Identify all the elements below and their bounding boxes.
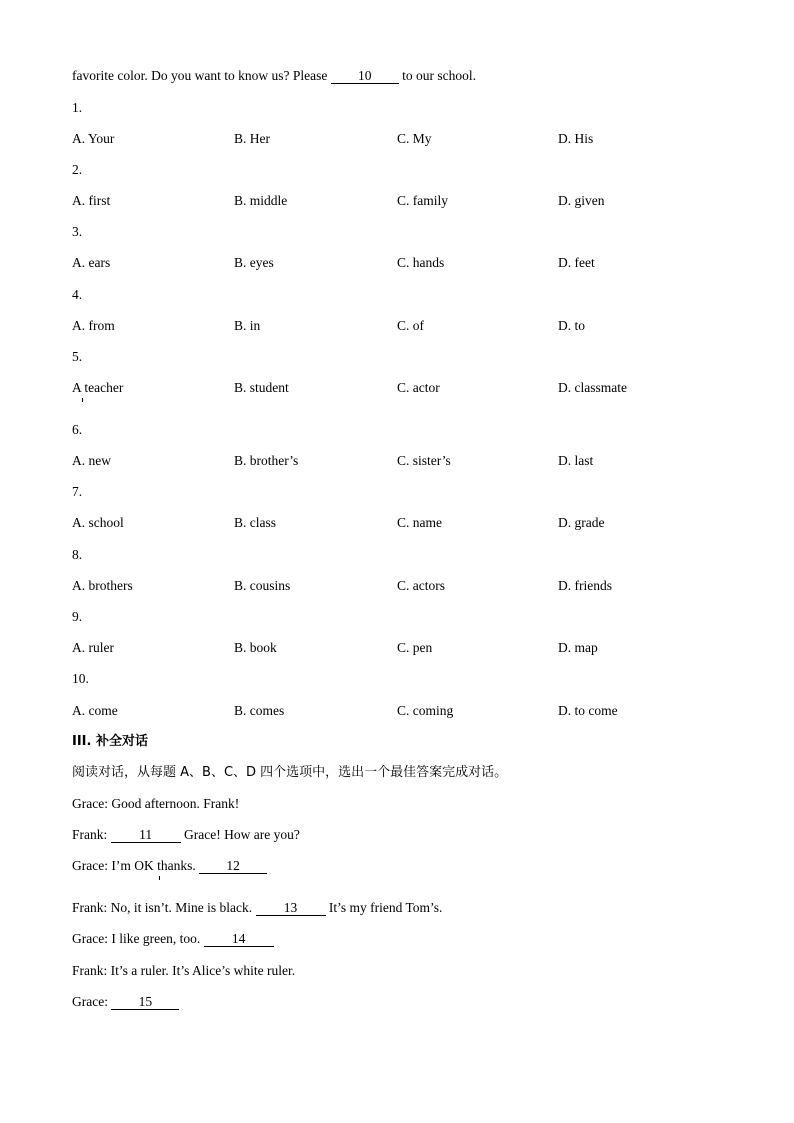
option-a: A teacher xyxy=(72,380,124,395)
question-number: 8. xyxy=(72,547,83,562)
question-number: 1. xyxy=(72,100,83,115)
stray-mark xyxy=(82,398,83,402)
option-c: C. family xyxy=(397,193,448,208)
option-b: B. class xyxy=(234,515,276,530)
question-number: 7. xyxy=(72,484,83,499)
blank-12: 12 xyxy=(199,858,267,874)
dialogue-text: Grace: I like green, too. xyxy=(72,931,204,946)
question-number: 10. xyxy=(72,671,89,686)
option-c: C. actor xyxy=(397,380,440,395)
option-a: A. ears xyxy=(72,255,111,270)
option-b: B. eyes xyxy=(234,255,274,270)
option-d: D. friends xyxy=(558,578,612,593)
dialogue-line xyxy=(72,899,442,917)
dialogue-text: It’s my friend Tom’s. xyxy=(325,900,443,915)
dialogue-line xyxy=(72,826,300,844)
option-c: C. of xyxy=(397,318,424,333)
option-c: C. My xyxy=(397,131,432,146)
section-instruction: 阅读对话，从每题 A、B、C、D 四个选项中，选出一个最佳答案完成对话。 xyxy=(72,765,508,780)
option-b: B. in xyxy=(234,318,261,333)
blank-13: 13 xyxy=(256,900,326,916)
question-number: 3. xyxy=(72,224,83,239)
option-d: D. classmate xyxy=(558,380,627,395)
dialogue-text: Grace! How are you? xyxy=(180,827,300,842)
question-number: 5. xyxy=(72,349,83,364)
stray-mark xyxy=(159,876,160,880)
option-d: D. to come xyxy=(558,703,618,718)
passage-text-before: favorite color. Do you want to know us? Please xyxy=(72,68,331,83)
dialogue-text: Grace: I’m OK thanks. xyxy=(72,858,200,873)
passage-last-line xyxy=(72,67,476,85)
dialogue-text: Grace: xyxy=(72,994,112,1009)
passage-text-after: to our school. xyxy=(398,68,476,83)
dialogue-line xyxy=(72,930,274,948)
option-c: C. coming xyxy=(397,703,454,718)
option-a: A. school xyxy=(72,515,124,530)
option-b: B. middle xyxy=(234,193,288,208)
option-d: D. grade xyxy=(558,515,605,530)
option-b: B. cousins xyxy=(234,578,291,593)
option-d: D. His xyxy=(558,131,594,146)
dialogue-text: Frank: It’s a ruler. It’s Alice’s white ruler. xyxy=(72,963,296,978)
question-number: 4. xyxy=(72,287,83,302)
option-c: C. hands xyxy=(397,255,445,270)
option-d: D. map xyxy=(558,640,598,655)
option-b: B. brother’s xyxy=(234,453,299,468)
option-a: A. from xyxy=(72,318,115,333)
option-b: B. book xyxy=(234,640,277,655)
dialogue-line xyxy=(72,993,179,1011)
question-number: 6. xyxy=(72,422,83,437)
option-a: A. ruler xyxy=(72,640,114,655)
dialogue-line xyxy=(72,962,295,980)
option-a: A. come xyxy=(72,703,118,718)
option-a: A. brothers xyxy=(72,578,133,593)
blank-11: 11 xyxy=(111,827,181,843)
blank-15: 15 xyxy=(111,994,179,1010)
option-c: C. name xyxy=(397,515,442,530)
option-d: D. feet xyxy=(558,255,595,270)
question-number: 9. xyxy=(72,609,83,624)
option-a: A. Your xyxy=(72,131,115,146)
question-number: 2. xyxy=(72,162,83,177)
dialogue-line xyxy=(72,857,267,875)
blank-10: 10 xyxy=(331,68,399,84)
dialogue-text: Frank: xyxy=(72,827,111,842)
option-b: B. student xyxy=(234,380,289,395)
option-c: C. actors xyxy=(397,578,445,593)
dialogue-line xyxy=(72,795,239,813)
option-a: A. new xyxy=(72,453,111,468)
option-a: A. first xyxy=(72,193,111,208)
option-b: B. Her xyxy=(234,131,270,146)
blank-14: 14 xyxy=(204,931,274,947)
section-title: III. 补全对话 xyxy=(72,734,148,749)
option-d: D. to xyxy=(558,318,585,333)
option-d: D. given xyxy=(558,193,605,208)
dialogue-text: Grace: Good afternoon. Frank! xyxy=(72,796,240,811)
option-c: C. pen xyxy=(397,640,433,655)
option-c: C. sister’s xyxy=(397,453,451,468)
option-d: D. last xyxy=(558,453,594,468)
option-b: B. comes xyxy=(234,703,285,718)
dialogue-text: Frank: No, it isn’t. Mine is black. xyxy=(72,900,256,915)
